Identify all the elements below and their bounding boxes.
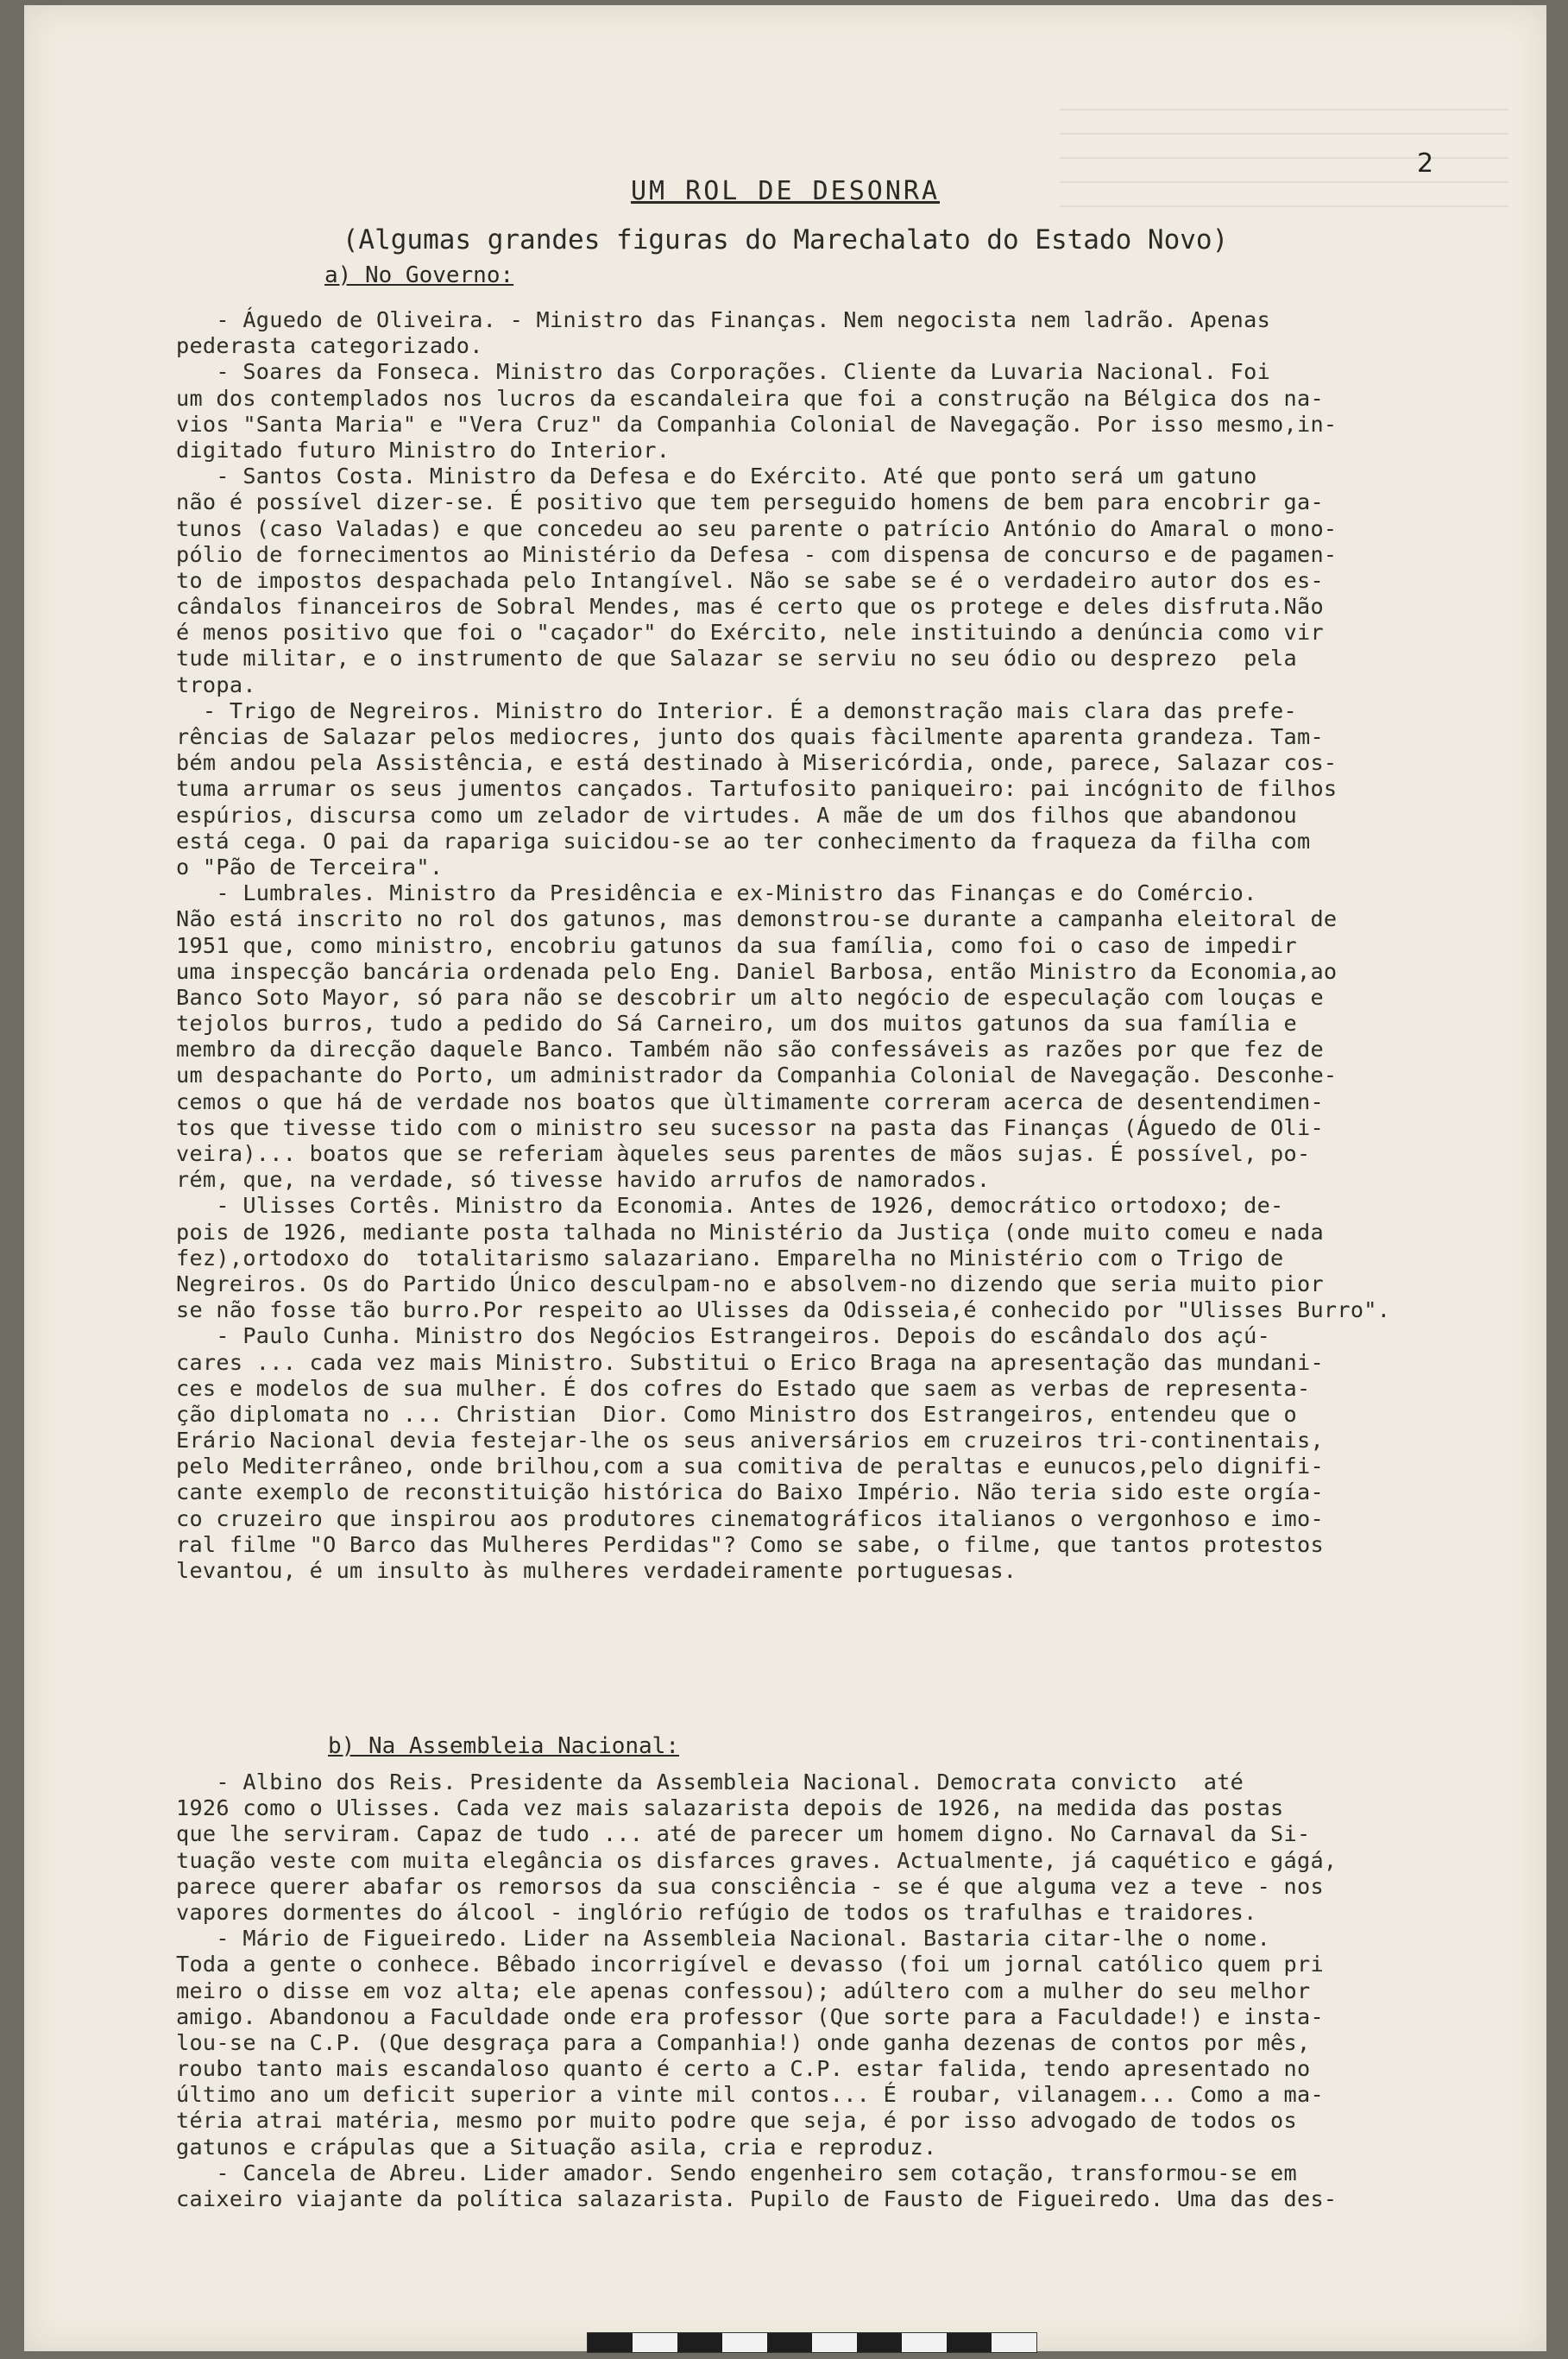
text-line: amigo. Abandonou a Faculdade onde era professor (Que sorte para a Faculdade!) e insta- — [176, 2003, 1324, 2029]
section-b-heading — [328, 1733, 679, 1759]
text-line: tuação veste com muita elegância os disfarces graves. Actualmente, já caquético e gágá, — [176, 1847, 1338, 1873]
text-line: Erário Nacional devia festejar-lhe os seus aniversários em cruzeiros tri-continentais, — [176, 1428, 1324, 1454]
page-number: 2 — [1417, 148, 1434, 179]
text-line: membro da direcção daquele Banco. Também não são confessáveis as razões por que fez de — [176, 1037, 1324, 1063]
text-line: rências de Salazar pelos mediocres, junto dos quais fàcilmente aparenta grandeza. Tam- — [176, 724, 1324, 749]
text-line: bém andou pela Assistência, e está destinado à Misericórdia, onde, parece, Salazar cos- — [176, 750, 1338, 776]
text-line: - Soares da Fonseca. Ministro das Corporações. Cliente da Luvaria Nacional. Foi — [176, 359, 1271, 385]
text-line: ção diplomata no ... Christian Dior. Como Ministro dos Estrangeiros, entendeu que o — [176, 1401, 1297, 1427]
text-line: é menos positivo que foi o "caçador" do Exército, nele instituindo a denúncia como vir — [176, 620, 1324, 646]
section-a-body — [176, 307, 1462, 1584]
color-scale-ruler — [587, 2332, 1037, 2353]
text-line: Negreiros. Os do Partido Único desculpam-no e absolvem-no dizendo que seria muito pior — [176, 1271, 1324, 1296]
text-line: vapores dormentes do álcool - inglório refúgio de todos os trafulhas e traidores. — [176, 1899, 1257, 1925]
text-line: levantou, é um insulto às mulheres verdadeiramente portuguesas. — [176, 1558, 1017, 1583]
document-page — [24, 5, 1546, 2351]
ruler-segment — [588, 2333, 633, 2352]
text-line: téria atrai matéria, mesmo por muito podre que seja, é por isso advogado de todos os — [176, 2108, 1297, 2134]
text-line: - Cancela de Abreu. Lider amador. Sendo engenheiro sem cotação, transformou-se em — [176, 2160, 1297, 2186]
text-line: o "Pão de Terceira". — [176, 854, 444, 880]
text-line: 1926 como o Ulisses. Cada vez mais salazarista depois de 1926, na medida das postas — [176, 1795, 1284, 1821]
section-b-heading-text: b) Na Assembleia Nacional: — [328, 1733, 679, 1759]
text-line: Não está inscrito no rol dos gatunos, mas demonstrou-se durante a campanha eleitoral de — [176, 906, 1338, 932]
text-line: espúrios, discursa como um zelador de virtudes. A mãe de um dos filhos que abandonou — [176, 802, 1297, 828]
text-line: rém, que, na verdade, só tivesse havido arrufos de namorados. — [176, 1167, 991, 1193]
text-line: vios "Santa Maria" e "Vera Cruz" da Companhia Colonial de Navegação. Por isso mesmo,in- — [176, 411, 1338, 437]
text-line: cares ... cada vez mais Ministro. Substitui o Erico Braga na apresentação das mundani- — [176, 1349, 1324, 1375]
text-line: - Albino dos Reis. Presidente da Assembleia Nacional. Democrata convicto até — [176, 1769, 1244, 1794]
text-line: que lhe serviram. Capaz de tudo ... até de parecer um homem digno. No Carnaval da Si- — [176, 1821, 1311, 1847]
text-line: ral filme "O Barco das Mulheres Perdidas"? Como se sabe, o filme, que tantos protestos — [176, 1531, 1324, 1557]
text-line: pois de 1926, mediante posta talhada no Ministério da Justiça (onde muito comeu e nada — [176, 1219, 1324, 1245]
text-line: co cruzeiro que inspirou aos produtores cinematográficos italianos o vergonhoso e imo- — [176, 1505, 1324, 1531]
ruler-segment — [947, 2333, 992, 2352]
section-a-heading — [324, 262, 513, 288]
text-line: veira)... boatos que se referiam àqueles seus parentes de mãos sujas. É possível, po- — [176, 1141, 1311, 1166]
text-line: fez),ortodoxo do totalitarismo salazariano. Emparelha no Ministério com o Trigo de — [176, 1245, 1284, 1271]
text-line: cemos o que há de verdade nos boatos que ùltimamente correram acerca de desentendimen- — [176, 1088, 1324, 1114]
text-line: tejolos burros, tudo a pedido do Sá Carneiro, um dos muitos gatunos da sua família e — [176, 1011, 1297, 1037]
text-line: - Santos Costa. Ministro da Defesa e do Exército. Até que ponto será um gatuno — [176, 464, 1257, 489]
text-line: to de impostos despachada pelo Intangível. Não se sabe se é o verdadeiro autor dos es- — [176, 567, 1324, 593]
ruler-segment — [812, 2333, 857, 2352]
text-line: tos que tivesse tido com o ministro seu sucessor na pasta das Finanças (Águedo de Oli- — [176, 1114, 1324, 1140]
text-line: último ano um deficit superior a vinte mil contos... É roubar, vilanagem... Como a ma- — [176, 2082, 1324, 2108]
text-line: ces e modelos de sua mulher. É dos cofres do Estado que saem as verbas de representa- — [176, 1375, 1311, 1401]
text-line: - Ulisses Cortês. Ministro da Economia. Antes de 1926, democrático ortodoxo; de- — [176, 1193, 1284, 1219]
text-line: digitado futuro Ministro do Interior. — [176, 437, 671, 463]
ruler-segment — [857, 2333, 902, 2352]
section-a-heading-text: a) No Governo: — [324, 262, 514, 288]
section-b-body — [176, 1769, 1462, 2212]
text-line: - Águedo de Oliveira. - Ministro das Finanças. Nem negocista nem ladrão. Apenas — [176, 307, 1271, 332]
text-line: se não fosse tão burro.Por respeito ao Ulisses da Odisseia,é conhecido por "Ulisses Burro". — [176, 1297, 1391, 1323]
text-line: está cega. O pai da rapariga suicidou-se ao ter conhecimento da fraqueza da filha com — [176, 828, 1311, 854]
text-line: gatunos e crápulas que a Situação asila, cria e reproduz. — [176, 2134, 937, 2160]
text-line: pelo Mediterrâneo, onde brilhou,com a sua comitiva de peraltas e eunucos,pelo dignifi- — [176, 1454, 1324, 1479]
text-line: uma inspecção bancária ordenada pelo Eng. Daniel Barbosa, então Ministro da Economia,ao — [176, 958, 1338, 984]
ruler-segment — [722, 2333, 767, 2352]
ruler-segment — [902, 2333, 947, 2352]
text-line: Banco Soto Mayor, só para não se descobrir um alto negócio de especulação com louças e — [176, 984, 1324, 1010]
text-line: tropa. — [176, 672, 256, 697]
text-line: parece querer abafar os remorsos da sua consciência - se é que alguma vez a teve - nos — [176, 1873, 1324, 1899]
text-line: meiro o disse em voz alta; ele apenas confessou); adúltero com a mulher do seu melhor — [176, 1977, 1311, 2003]
text-line: - Mário de Figueiredo. Lider na Assembleia Nacional. Bastaria citar-lhe o nome. — [176, 1926, 1271, 1952]
text-line: cândalos financeiros de Sobral Mendes, mas é certo que os protege e deles disfruta.Não — [176, 594, 1324, 620]
text-line: pólio de fornecimentos ao Ministério da Defesa - com dispensa de concurso e de pagamen- — [176, 541, 1338, 567]
ruler-segment — [992, 2333, 1036, 2352]
text-line: tunos (caso Valadas) e que concedeu ao seu parente o patrício António do Amaral o mono- — [176, 515, 1338, 541]
text-line: um despachante do Porto, um administrador da Companhia Colonial de Navegação. Desconhe- — [176, 1063, 1338, 1088]
ruler-segment — [767, 2333, 812, 2352]
text-line: tuma arrumar os seus jumentos cançados. Tartufosito paniqueiro: pai incógnito de filhos — [176, 776, 1338, 802]
text-line: - Trigo de Negreiros. Ministro do Interior. É a demonstração mais clara das prefe- — [176, 697, 1297, 723]
text-line: um dos contemplados nos lucros da escandaleira que foi a construção na Bélgica dos na- — [176, 385, 1324, 411]
text-line: roubo tanto mais escandaloso quanto é certo a C.P. estar falida, tendo apresentado no — [176, 2056, 1311, 2082]
text-line: Toda a gente o conhece. Bêbado incorrigível e devasso (foi um jornal católico quem pri — [176, 1952, 1324, 1977]
text-line: - Paulo Cunha. Ministro dos Negócios Estrangeiros. Depois do escândalo dos açú- — [176, 1323, 1271, 1349]
text-line: 1951 que, como ministro, encobriu gatunos da sua família, como foi o caso de impedir — [176, 932, 1297, 958]
ruler-segment — [677, 2333, 722, 2352]
text-line: lou-se na C.P. (Que desgraça para a Companhia!) onde ganha dezenas de contos por mês, — [176, 2029, 1311, 2055]
page-subtitle: (Algumas grandes figuras do Marechalato do Estado Novo) — [342, 224, 1229, 255]
page-title: UM ROL DE DESONRA — [630, 176, 941, 206]
text-line: não é possível dizer-se. É positivo que tem perseguido homens de bem para encobrir ga- — [176, 489, 1324, 515]
text-line: cante exemplo de reconstituição histórica do Baixo Império. Não teria sido este orgía- — [176, 1479, 1324, 1505]
text-line: tude militar, e o instrumento de que Salazar se serviu no seu ódio ou desprezo pela — [176, 646, 1297, 672]
text-line: caixeiro viajante da política salazarista. Pupilo de Fausto de Figueiredo. Uma das des- — [176, 2186, 1338, 2211]
text-line: - Lumbrales. Ministro da Presidência e ex-Ministro das Finanças e do Comércio. — [176, 880, 1257, 906]
ruler-segment — [633, 2333, 677, 2352]
text-line: pederasta categorizado. — [176, 333, 483, 359]
